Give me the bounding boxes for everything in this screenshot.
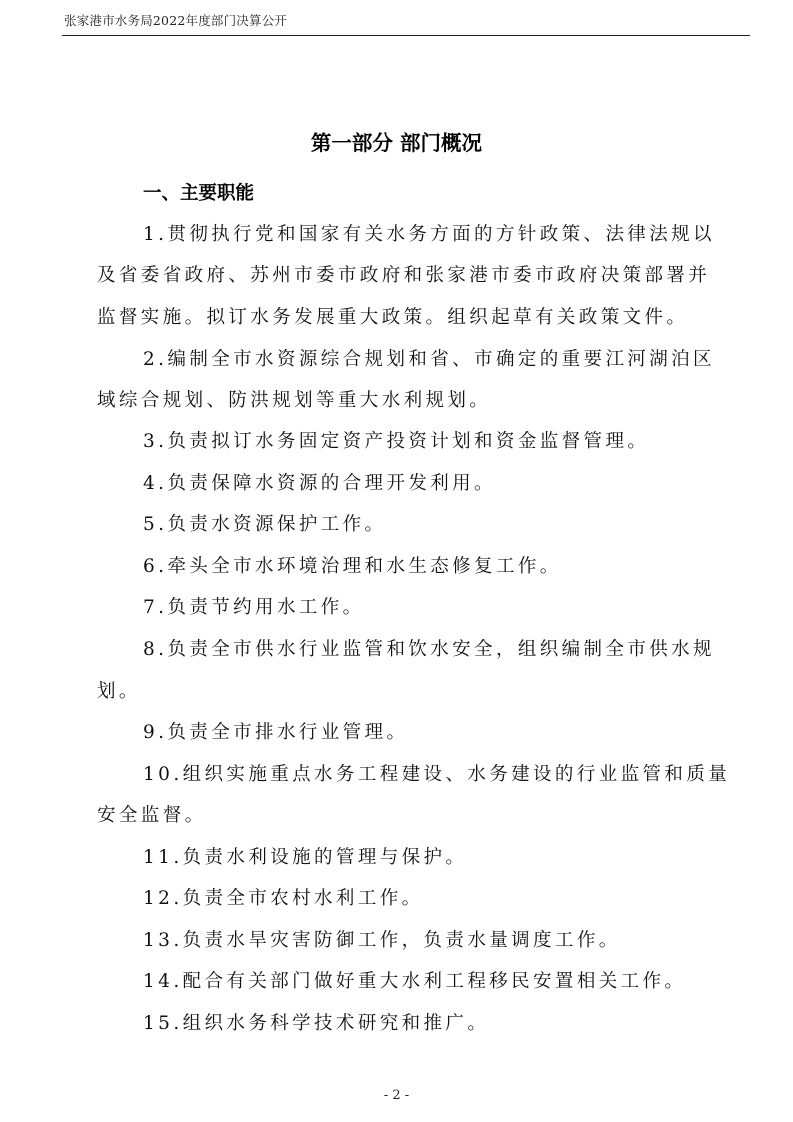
duty-item-line: 7.负责节约用水工作。 bbox=[143, 597, 365, 618]
page-title: 第一部分 部门概况 bbox=[310, 131, 483, 155]
duty-item-line: 1.贯彻执行党和国家有关水务方面的方针政策、法律法规以 bbox=[143, 224, 715, 245]
section-heading: 一、主要职能 bbox=[143, 183, 255, 204]
duty-item-line: 域综合规划、防洪规划等重大水利规划。 bbox=[97, 390, 492, 411]
duty-item-line: 6.牵头全市水环境治理和水生态修复工作。 bbox=[143, 556, 562, 577]
duty-item-line: 5.负责水资源保护工作。 bbox=[143, 514, 387, 535]
duty-item-line: 11.负责水利设施的管理与保护。 bbox=[143, 847, 468, 868]
duty-item-line: 12.负责全市农村水利工作。 bbox=[143, 888, 424, 909]
duty-item-line: 15.组织水务科学技术研究和推广。 bbox=[143, 1013, 490, 1034]
duty-item-line: 及省委省政府、苏州市委市政府和张家港市委市政府决策部署并 bbox=[97, 265, 711, 286]
duty-item-line: 8.负责全市供水行业监管和饮水安全，组织编制全市供水规 bbox=[143, 639, 715, 660]
duty-item-line: 安全监督。 bbox=[97, 805, 207, 826]
duty-item-line: 13.负责水旱灾害防御工作，负责水量调度工作。 bbox=[143, 930, 621, 951]
duty-item-line: 划。 bbox=[97, 681, 141, 702]
duty-item-line: 监督实施。拟订水务发展重大政策。组织起草有关政策文件。 bbox=[97, 307, 689, 328]
duty-item-line: 3.负责拟订水务固定资产投资计划和资金监督管理。 bbox=[143, 431, 650, 452]
page-header: 张家港市水务局2022年度部门决算公开 bbox=[64, 13, 288, 28]
header-divider bbox=[62, 35, 750, 36]
duty-item-line: 2.编制全市水资源综合规划和省、市确定的重要江河湖泊区 bbox=[143, 349, 715, 370]
duty-item-line: 9.负责全市排水行业管理。 bbox=[143, 722, 409, 743]
duty-item-line: 10.组织实施重点水务工程建设、水务建设的行业监管和质量 bbox=[143, 764, 731, 785]
duty-item-line: 4.负责保障水资源的合理开发利用。 bbox=[143, 473, 496, 494]
duty-item-line: 14.配合有关部门做好重大水利工程移民安置相关工作。 bbox=[143, 971, 687, 992]
page-number: - 2 - bbox=[383, 1088, 410, 1103]
